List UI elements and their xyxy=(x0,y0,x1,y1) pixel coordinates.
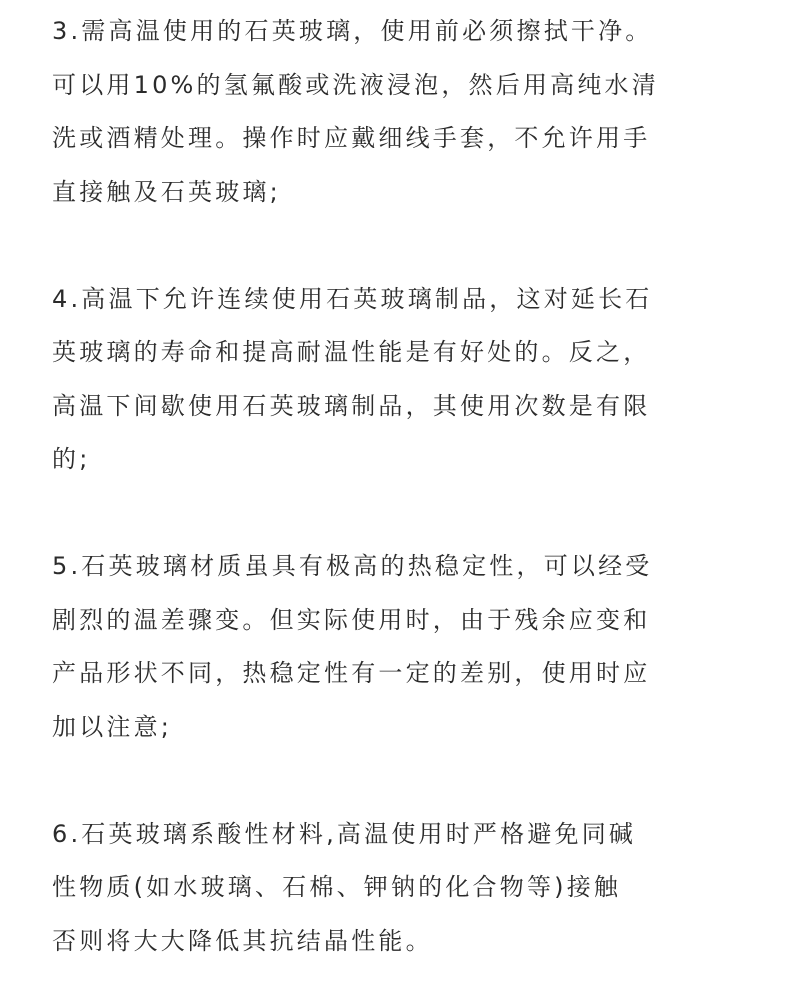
paragraph-line: 的; xyxy=(52,445,91,473)
paragraph-line: 英玻璃的寿命和提高耐温性能是有好处的。反之， xyxy=(52,338,651,366)
paragraph-spacer xyxy=(52,219,752,273)
paragraph-line: 洗或酒精处理。操作时应戴细线手套，不允许用手 xyxy=(52,124,651,152)
paragraph-line: 3.需高温使用的石英玻璃，使用前必须擦拭干净。 xyxy=(52,17,653,45)
paragraph-line: 性物质(如水玻璃、石棉、钾钠的化合物等)接触 xyxy=(52,873,622,901)
paragraph-line: 可以用10%的氢氟酸或洗液浸泡，然后用高纯水清 xyxy=(52,70,659,99)
paragraph-line: 高温下间歇使用石英玻璃制品，其使用次数是有限 xyxy=(52,391,651,420)
paragraph-5-thermal-stability xyxy=(52,540,752,754)
paragraph-line: 5.石英玻璃材质虽具有极高的热稳定性，可以经受 xyxy=(52,552,653,580)
paragraph-spacer xyxy=(52,754,752,808)
paragraph-line: 加以注意; xyxy=(52,712,173,741)
paragraph-spacer xyxy=(52,487,752,541)
paragraph-4-continuous-use xyxy=(52,273,752,487)
document-body xyxy=(52,0,752,968)
paragraph-line: 产品形状不同，热稳定性有一定的差别，使用时应 xyxy=(52,659,651,687)
paragraph-3-high-temp-cleaning xyxy=(52,5,752,219)
paragraph-6-acidic-material xyxy=(52,808,752,969)
paragraph-line: 否则将大大降低其抗结晶性能。 xyxy=(52,926,433,955)
paragraph-line: 直接触及石英玻璃; xyxy=(52,177,281,206)
paragraph-line: 4.高温下允许连续使用石英玻璃制品，这对延长石 xyxy=(52,284,653,313)
paragraph-line: 6.石英玻璃系酸性材料,高温使用时严格避免同碱 xyxy=(52,819,637,848)
paragraph-line: 剧烈的温差骤变。但实际使用时，由于残余应变和 xyxy=(52,605,651,634)
